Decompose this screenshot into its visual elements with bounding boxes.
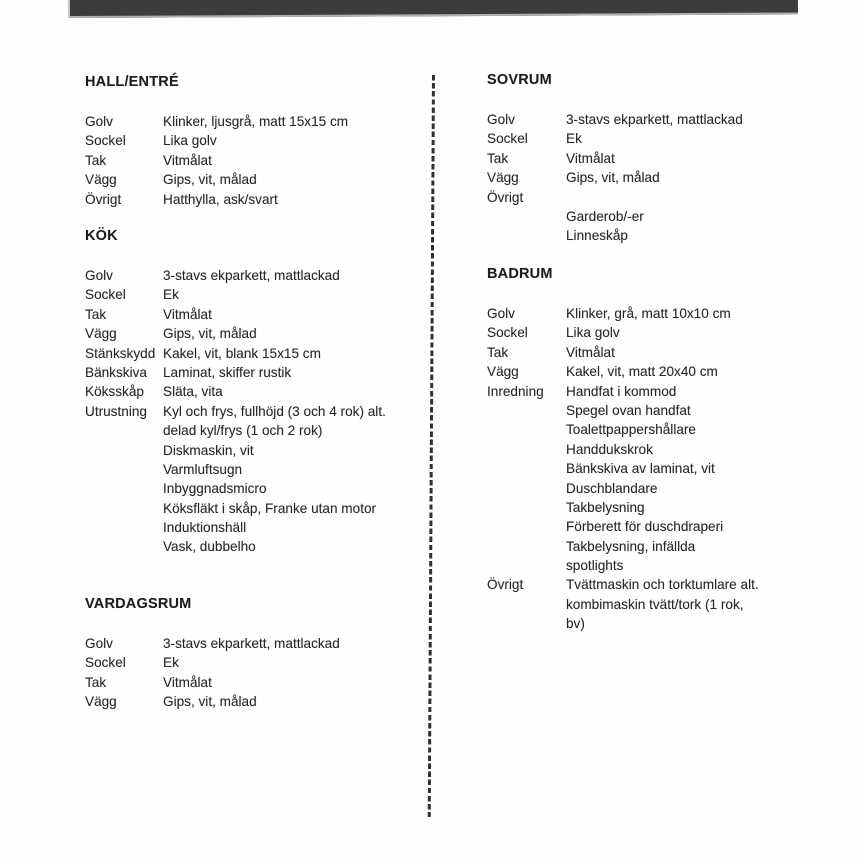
spec-value: Duschblandare [566,480,658,496]
spec-value: Handdukskrok [566,441,653,457]
spec-value: Kyl och frys, fullhöjd (3 och 4 rok) alt. [163,403,386,419]
section-title-sovrum: SOVRUM [487,72,552,88]
spec-label: Övrigt [487,577,524,593]
spec-row [85,170,430,189]
spec-row [85,112,430,131]
spec-row [85,499,430,518]
spec-row [487,304,827,323]
spec-label: Övrigt [487,189,524,205]
spec-value: Tvättmaskin och torktumlare alt. [566,577,759,593]
spec-label: Vägg [85,694,117,710]
spec-value: Garderob/-er [566,208,644,224]
spec-row [487,110,827,129]
spec-row [487,537,827,556]
spec-row [487,188,827,207]
spec-row [85,131,430,150]
spec-row [487,226,827,245]
spec-value: Gips, vit, målad [163,326,257,342]
spec-value: 3-stavs ekparkett, mattlackad [163,636,340,651]
spec-label: Golv [487,112,515,127]
spec-value: Gips, vit, målad [163,694,257,710]
spec-value: Vitmålat [163,306,212,322]
spec-row [487,440,827,459]
spec-row [487,382,827,401]
spec-label: Sockel [85,133,126,149]
spec-row [487,556,827,575]
spec-label: Golv [85,636,113,651]
spec-value: Lika golv [163,133,217,149]
spec-value: Handfat i kommod [566,383,677,399]
spec-value: Toalettpappershållare [566,422,696,438]
section-lines-sovrum [487,110,827,246]
spec-value: Ek [163,287,179,303]
spec-row [487,323,827,342]
spec-row [85,324,430,343]
spec-row [85,363,430,382]
spec-label: Vägg [487,364,519,380]
section-lines-k-k [85,266,430,557]
spec-label: Tak [85,306,107,322]
spec-row [85,537,430,556]
section-title-badrum: BADRUM [487,266,553,282]
spec-row [85,653,430,672]
spec-value: Vask, dubbelho [163,539,256,555]
spec-value: Köksfläkt i skåp, Franke utan motor [163,500,377,516]
spec-row [85,673,430,692]
spec-value: Kakel, vit, blank 15x15 cm [163,345,321,361]
spec-label: Golv [85,268,113,283]
spec-row [85,266,430,285]
spec-value: Vitmålat [566,150,615,166]
spec-label: Köksskåp [85,384,144,400]
spec-label: Sockel [85,655,126,671]
spec-value: 3-stavs ekparkett, mattlackad [163,268,340,283]
spec-value: Släta, vita [163,384,223,400]
section-lines-hall-entr [85,112,430,209]
spec-row [487,129,827,148]
spec-value: Linneskåp [566,228,628,244]
spec-value: Spegel ovan handfat [566,402,691,418]
spec-row [85,402,430,421]
spec-row [487,168,827,187]
spec-value: Laminat, skiffer rustik [163,364,292,380]
spec-label: Tak [85,152,107,168]
spec-row [85,692,430,711]
spec-value: spotlights [566,558,624,574]
spec-row [85,382,430,401]
spec-label: Inredning [487,383,544,399]
spec-value: Klinker, ljusgrå, matt 15x15 cm [163,114,349,129]
spec-value: kombimaskin tvätt/tork (1 rok, [566,596,744,612]
spec-value: delad kyl/frys (1 och 2 rok) [163,423,323,439]
spec-value: Gips, vit, målad [163,172,257,188]
spec-row [487,459,827,478]
spec-value: Vitmålat [163,674,212,690]
header-bar-clip [64,0,804,20]
section-title-hall-entr: HALL/ENTRÉ [85,74,179,90]
spec-value: Gips, vit, målad [566,170,660,186]
spec-row [487,420,827,439]
spec-row [85,421,430,440]
spec-row [85,190,430,209]
spec-value: 3-stavs ekparkett, mattlackad [566,112,743,127]
section-lines-vardagsrum [85,634,430,712]
spec-row [487,479,827,498]
spec-row [85,151,430,170]
spec-row [487,575,827,594]
header-bar [70,0,798,18]
spec-row [487,498,827,517]
spec-label: Vägg [487,170,519,186]
spec-value: Takbelysning, infällda [566,538,696,554]
spec-label: Sockel [487,131,528,147]
spec-row [487,207,827,226]
spec-value: Vitmålat [566,344,615,360]
spec-row [487,149,827,168]
spec-row [85,305,430,324]
spec-value: Bänkskiva av laminat, vit [566,461,715,477]
spec-label: Tak [85,674,107,690]
spec-label: Vägg [85,172,117,188]
spec-label: Övrigt [85,191,122,207]
spec-label: Utrustning [85,403,147,419]
spec-label: Tak [487,150,509,166]
spec-value: Diskmaskin, vit [163,442,254,458]
spec-value: Klinker, grå, matt 10x10 cm [566,306,731,321]
spec-label: Stänkskydd [85,345,156,361]
section-title-k-k: KÖK [85,228,118,244]
spec-label: Bänkskiva [85,364,147,380]
spec-row [85,518,430,537]
spec-row [85,634,430,653]
spec-row [487,362,827,381]
spec-value: Ek [163,655,179,671]
spec-value: Förberett för duschdraperi [566,519,724,535]
spec-row [487,517,827,536]
spec-row [487,343,827,362]
spec-label: Golv [487,306,515,321]
spec-row [85,441,430,460]
spec-label: Tak [487,344,509,360]
section-title-vardagsrum: VARDAGSRUM [85,596,192,612]
spec-value: Lika golv [566,325,620,341]
spec-row [487,614,827,633]
spec-value: Induktionshäll [163,520,247,536]
spec-value: Varmluftsugn [163,461,243,477]
spec-value: Takbelysning [566,499,645,515]
spec-row [85,344,430,363]
spec-value: bv) [566,616,585,632]
spec-row [85,460,430,479]
spec-value: Inbyggnadsmicro [163,481,267,497]
spec-row [85,479,430,498]
spec-label: Golv [85,114,113,129]
spec-label: Vägg [85,326,117,342]
spec-value: Hatthylla, ask/svart [163,191,278,207]
spec-row [487,401,827,420]
section-lines-badrum [487,304,827,634]
spec-value: Ek [566,131,582,147]
spec-value: Kakel, vit, matt 20x40 cm [566,364,718,380]
spec-value: Vitmålat [163,152,212,168]
spec-row [85,285,430,304]
spec-label: Sockel [85,287,126,303]
spec-row [487,595,827,614]
spec-label: Sockel [487,325,528,341]
